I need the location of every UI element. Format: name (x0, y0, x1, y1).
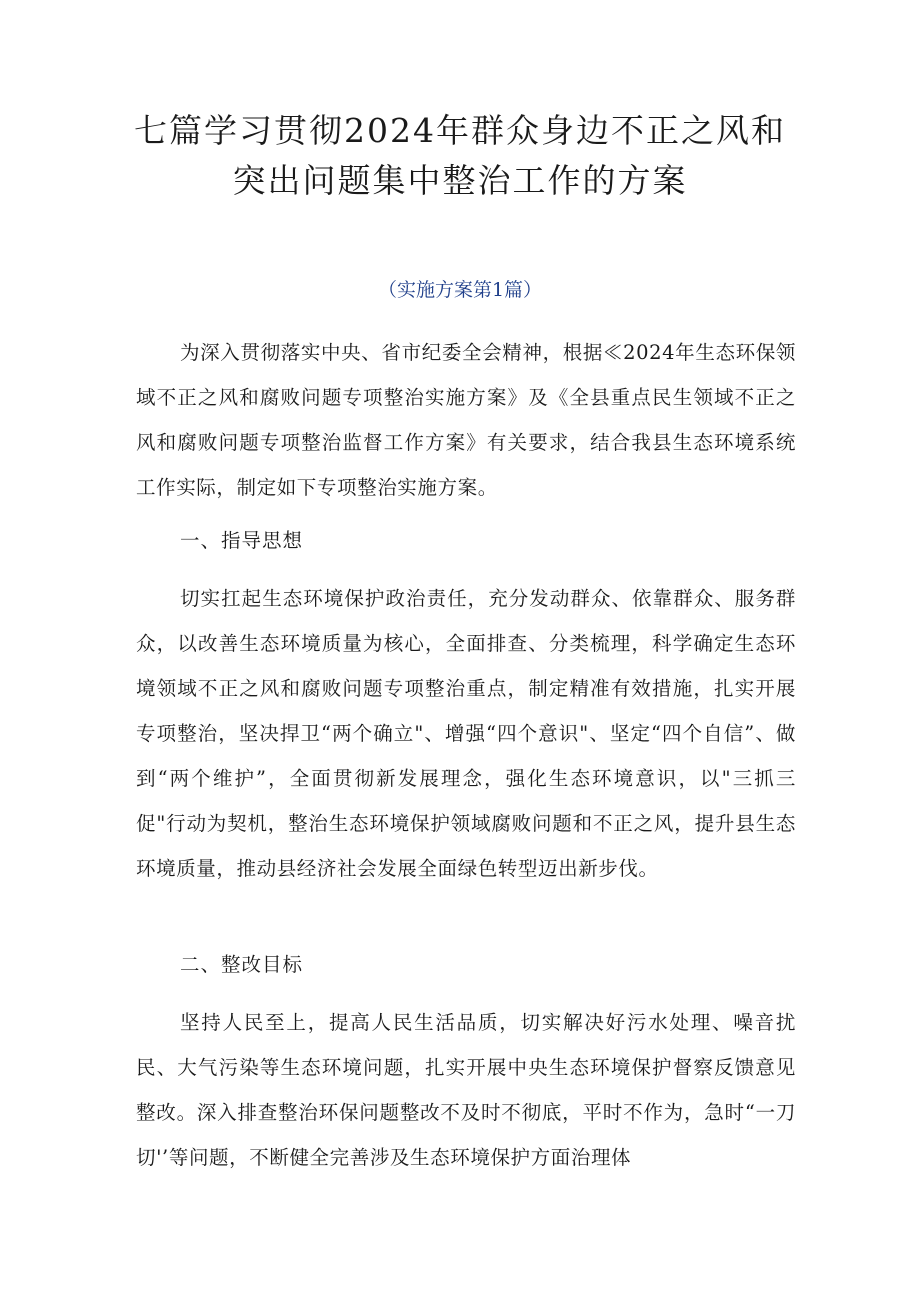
document-subtitle: （实施方案第1篇） (377, 279, 543, 301)
rectification-goals-paragraph: 坚持人民至上，提高人民生活品质，切实解决好污水处理、噪音扰民、大气污染等生态环境问题，扎实开展中央生态环境保护督察反馈意见整改。深入排查整治环保问题整改不及时不彻底，平时不作为，急时“一刀切'’等问题，不断健全完善涉及生态环境保护方面治理体 (136, 1011, 796, 1169)
intro-paragraph: 为深入贯彻落实中央、省市纪委全会精神，根据≪2024年生态环保领域不正之风和腐败问题专项整治实施方案》及《全县重点民生领域不正之风和腐败问题专项整治监督工作方案》有关要求，结合我县生态环境系统工作实际，制定如下专项整治实施方案。 (136, 341, 796, 499)
guiding-ideology-paragraph: 切实扛起生态环境保护政治责任，充分发动群众、依靠群众、服务群众，以改善生态环境质量为核心，全面排查、分类梳理，科学确定生态环境领域不正之风和腐败问题专项整治重点，制定精准有效措施，扎实开展专项整治，坚决捍卫“两个确立"、增强“四个意识"、坚定“四个自信”、做到“两个维护”，全面贯彻新发展理念，强化生态环境意识，以"三抓三促"行动为契机，整治生态环境保护领域腐败问题和不正之风，提升县生态环境质量，推动县经济社会发展全面绿色转型迈出新步伐。 (136, 587, 796, 880)
document-title-line-1: 七篇学习贯彻2024年群众身边不正之风和 (134, 111, 786, 150)
section-heading-rectification-goals: 二、整改目标 (180, 953, 304, 976)
section-heading-guiding-ideology: 一、指导思想 (180, 529, 304, 552)
document-title-line-2: 突出问题集中整治工作的方案 (232, 161, 688, 200)
